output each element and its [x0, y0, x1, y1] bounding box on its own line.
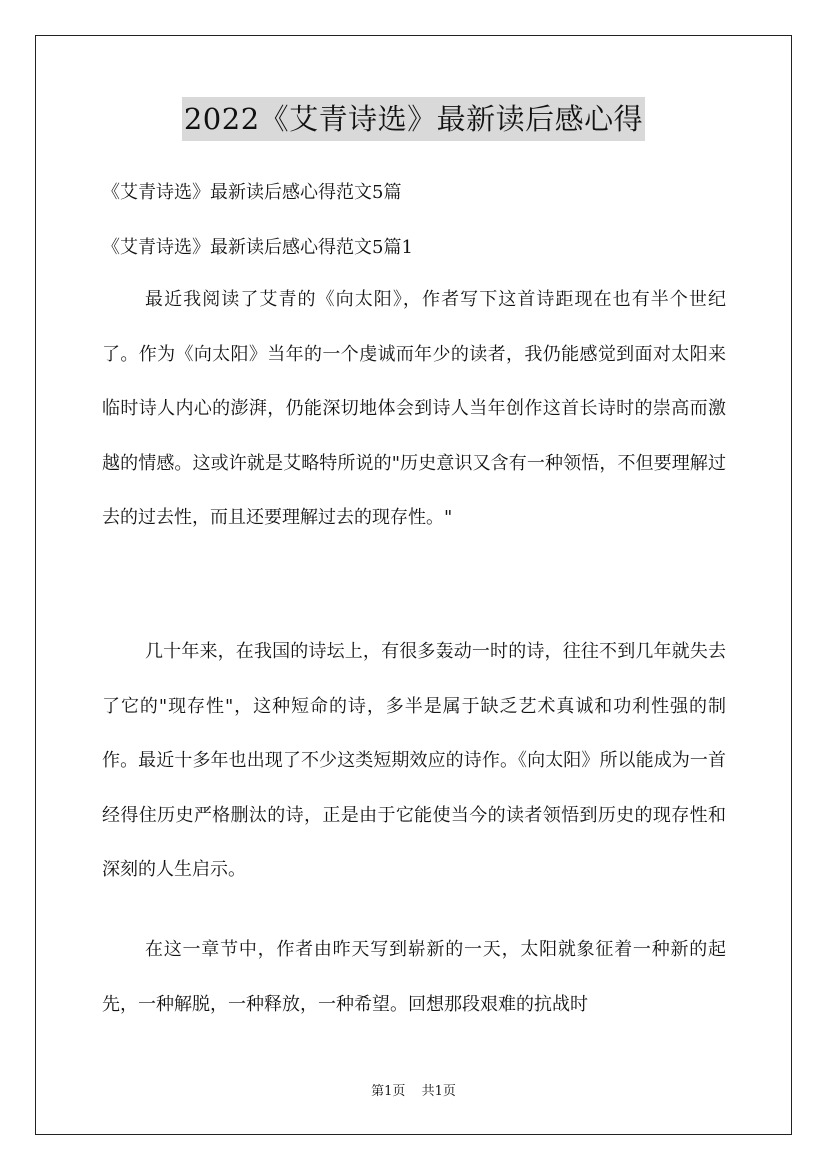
- page-number: 第1页: [371, 1084, 406, 1099]
- page-footer: [0, 1082, 827, 1102]
- section-heading: 《艾青诗选》最新读后感心得范文5篇1: [102, 237, 413, 258]
- paragraph-1: 最近我阅读了艾青的《向太阳》，作者写下这首诗距现在也有半个世纪了。作为《向太阳》当年的一个虔诚而年少的读者，我仍能感觉到面对太阳来临时诗人内心的澎湃，仍能深切地体会到诗人当年创作这首长诗时的崇高而激越的情感。这或许就是艾略特所说的"历史意识又含有一种领悟，不但要理解过去的过去性，而且还要理解过去的现存性。": [102, 289, 726, 528]
- title-container: [0, 97, 827, 141]
- paragraph-2: 几十年来，在我国的诗坛上，有很多轰动一时的诗，往往不到几年就失去了它的"现存性"，这种短命的诗，多半是属于缺乏艺术真诚和功利性强的制作。最近十多年也出现了不少这类短期效应的诗作。《向太阳》所以能成为一首经得住历史严格删汰的诗，正是由于它能使当今的读者领悟到历史的现存性和深刻的人生启示。: [102, 641, 726, 880]
- document-subtitle: 《艾青诗选》最新读后感心得范文5篇: [102, 182, 402, 203]
- page-total: 共1页: [421, 1084, 456, 1099]
- paragraph-3: 在这一章节中，作者由昨天写到崭新的一天，太阳就象征着一种新的起先，一种解脱，一种释放，一种希望。回想那段艰难的抗战时: [102, 939, 726, 1015]
- document-title: 2022《艾青诗选》最新读后感心得: [182, 97, 645, 141]
